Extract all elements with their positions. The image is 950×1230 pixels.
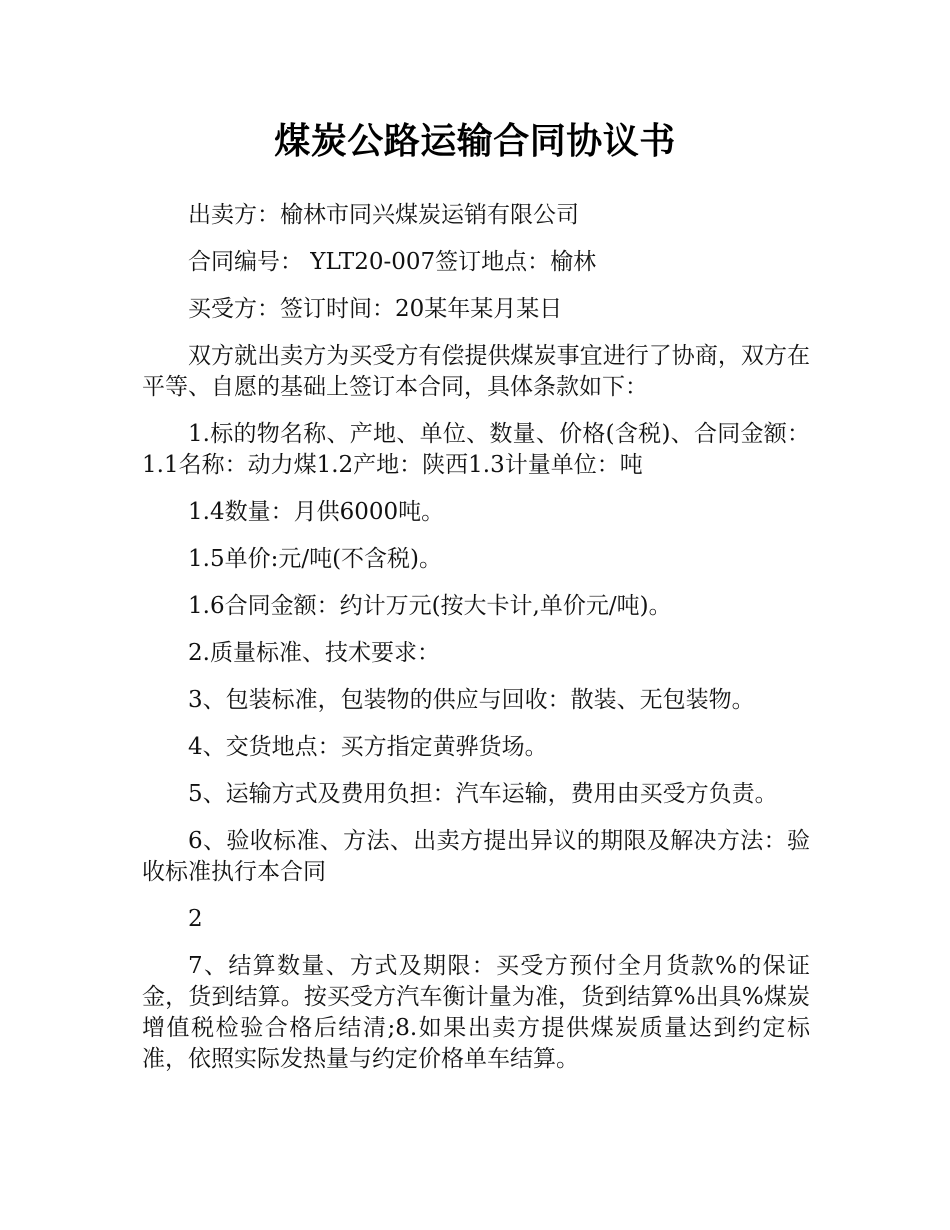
clause-6: 6、验收标准、方法、出卖方提出异议的期限及解决方法：验收标准执行本合同 <box>142 828 810 885</box>
preamble-paragraph: 双方就出卖方为买受方有偿提供煤炭事宜进行了协商，双方在平等、自愿的基础上签订本合同，具体条款如下： <box>142 343 810 400</box>
clause-4: 4、交货地点：买方指定黄骅货场。 <box>188 734 548 760</box>
clause-1-5: 1.5单价:元/吨(不含税)。 <box>188 546 443 572</box>
clause-2: 2.质量标准、技术要求： <box>188 640 440 666</box>
clause-7: 7、结算数量、方式及期限：买受方预付全月货款%的保证金，货到结算。按买受方汽车衡计量为准，货到结算%出具%煤炭增值税检验合格后结清;8.如果出卖方提供煤炭质量达到约定标准，依照实际发热量与约定价格单车结算。 <box>142 953 810 1072</box>
contract-number-line: 合同编号： YLT20-007签订地点：榆林 <box>188 249 597 275</box>
clause-1-4: 1.4数量：月供6000吨。 <box>188 499 445 525</box>
page-number: 2 <box>188 906 203 932</box>
clause-1-6: 1.6合同金额：约计万元(按大卡计,单价元/吨)。 <box>188 593 672 619</box>
clause-1: 1.标的物名称、产地、单位、数量、价格(含税)、合同金额：1.1名称：动力煤1.2产地：陕西1.3计量单位：吨 <box>142 421 810 478</box>
clause-5: 5、运输方式及费用负担：汽车运输，费用由买受方负责。 <box>188 781 778 807</box>
document-body <box>142 200 810 1091</box>
clause-3: 3、包装标准，包装物的供应与回收：散装、无包装物。 <box>188 687 755 713</box>
buyer-line: 买受方：签订时间：20某年某月某日 <box>188 296 563 322</box>
document-title: 煤炭公路运输合同协议书 <box>274 121 676 162</box>
seller-line: 出卖方：榆林市同兴煤炭运销有限公司 <box>188 202 579 228</box>
